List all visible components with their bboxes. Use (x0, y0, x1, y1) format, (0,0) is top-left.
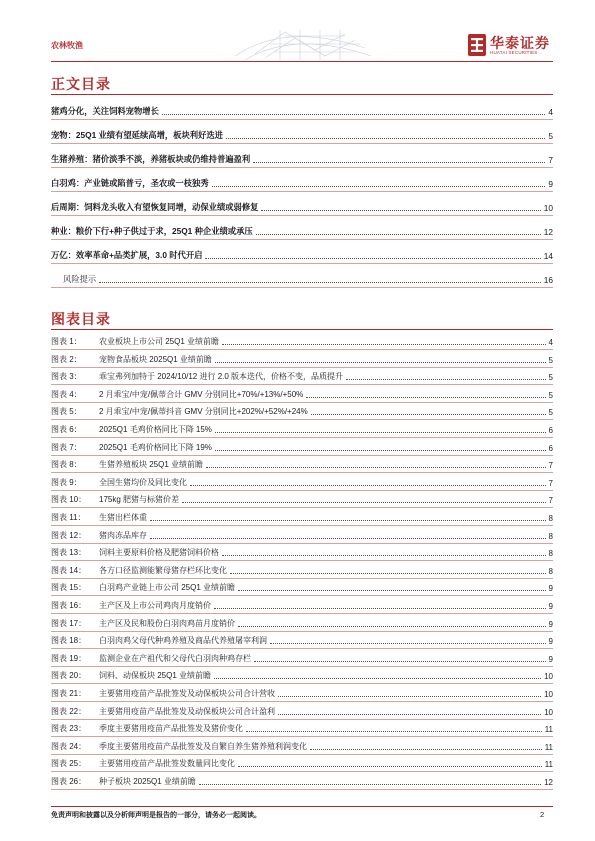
figure-item-label: 图表 25： (51, 759, 87, 769)
header-decoration (225, 26, 375, 62)
dot-leader (226, 137, 545, 139)
dot-leader (150, 519, 546, 521)
row-separator (51, 239, 553, 240)
figure-item-page: 8 (548, 514, 553, 523)
toc-item-page: 14 (543, 251, 553, 261)
figure-item[interactable] (51, 491, 553, 505)
dot-leader (238, 765, 542, 767)
row-separator (51, 543, 553, 544)
dot-leader (311, 413, 546, 415)
dot-leader (222, 554, 546, 556)
figures-title-rule (51, 329, 553, 330)
figure-item-text: 农业板块上市公司 25Q1 业绩前瞻 (99, 337, 220, 346)
row-separator (51, 701, 553, 702)
toc-item-page: 12 (543, 227, 553, 237)
figure-item-label: 图表 3： (51, 372, 82, 382)
dot-leader (246, 730, 542, 732)
dot-leader (270, 642, 546, 644)
figure-item-text: 季度主要猪用疫苗产品批签发及自繁自养生猪养殖利润变化 (99, 741, 307, 751)
figure-item-page: 9 (548, 637, 553, 647)
figure-item[interactable] (51, 738, 553, 752)
toc-title: 正文目录 (51, 76, 111, 92)
dot-leader (238, 589, 546, 591)
toc-item-page: 5 (548, 131, 553, 141)
figure-item-label: 图表 12： (51, 530, 87, 540)
dot-leader (238, 625, 546, 627)
dot-leader (346, 378, 545, 380)
figure-item-label: 图表 17： (51, 618, 87, 628)
figure-item-label: 图表 15： (51, 583, 87, 593)
figure-item-text: 监测企业在产祖代和父母代白羽肉种鸡存栏 (99, 653, 251, 663)
figure-item[interactable] (51, 597, 553, 611)
figure-item-label: 图表 21： (51, 689, 87, 698)
figure-item[interactable] (51, 579, 553, 593)
toc-item-page: 9 (548, 179, 553, 189)
dot-leader (253, 161, 545, 163)
toc-item-text: 后周期：饲料龙头收入有望恢复同增，动保业绩或弱修复 (51, 202, 259, 212)
figure-item[interactable] (51, 421, 553, 435)
figure-item-page: 4 (548, 338, 553, 347)
figure-item-page: 6 (548, 426, 553, 435)
toc-item[interactable] (51, 199, 553, 213)
figure-item-label: 图表 24： (51, 741, 87, 751)
report-category: 农林牧渔 (51, 41, 83, 50)
figure-item[interactable] (51, 351, 553, 365)
figure-item-label: 图表 11： (51, 513, 86, 522)
dot-leader (214, 677, 541, 679)
figure-item-label: 图表 19： (51, 653, 87, 663)
figure-item-text: 种子板块 2025Q1 业绩前瞻 (99, 777, 196, 786)
dot-leader (254, 660, 546, 662)
toc-item-page: 7 (548, 155, 553, 165)
figure-item-text: 主产区及民和股份白羽肉鸡苗月度销价 (99, 618, 235, 628)
toc-item-text: 万亿：效率革命+品类扩展，3.0 时代开启 (51, 250, 203, 260)
figure-item-label: 图表 4： (51, 389, 82, 399)
figure-item-text: 主要猪用疫苗产品批签发及动保板块公司合计盈利 (99, 706, 275, 716)
toc-item[interactable] (51, 247, 553, 261)
figure-item-label: 图表 18： (51, 636, 87, 646)
figure-item-label: 图表 26： (51, 777, 87, 786)
figure-item-label: 图表 8： (51, 460, 82, 470)
toc-item-page: 10 (543, 203, 553, 213)
figure-item[interactable] (51, 720, 553, 734)
toc-item[interactable] (51, 223, 553, 237)
toc-item[interactable] (51, 103, 553, 117)
figure-item-page: 9 (548, 602, 553, 611)
toc-item[interactable] (51, 175, 553, 189)
toc-item-page: 16 (543, 275, 553, 285)
row-separator (51, 455, 553, 456)
figure-item-page: 7 (548, 496, 553, 506)
figure-item-page: 11 (544, 760, 553, 770)
figure-item-text: 生猪出栏体重 (99, 513, 147, 522)
figure-item-text: 主产区及上市公司鸡肉月度销价 (99, 601, 211, 610)
row-separator (51, 287, 553, 288)
brand-name-cn: 华泰证券 (490, 35, 550, 51)
figure-item-text: 宠物食品板块 2025Q1 业绩前瞻 (99, 354, 212, 364)
figure-item[interactable] (51, 368, 553, 382)
row-separator (51, 648, 553, 649)
row-separator (51, 349, 553, 350)
figure-item[interactable] (51, 632, 553, 646)
dot-leader (215, 431, 546, 433)
figure-item-page: 10 (544, 672, 553, 682)
figure-item-text: 饲料主要原料价格及肥猪饲料价格 (99, 548, 219, 558)
figure-item[interactable] (51, 403, 553, 417)
dot-leader (212, 185, 546, 187)
figure-item-text: 生猪养殖板块 25Q1 业绩前瞻 (99, 460, 204, 470)
row-separator (51, 215, 553, 216)
figure-item[interactable] (51, 650, 553, 664)
dot-leader (278, 695, 541, 697)
figure-item-text: 白羽鸡产业链上市公司 25Q1 业绩前瞻 (99, 583, 236, 593)
figure-item-text: 主要猪用疫苗产品批签发及动保板块公司合计营收 (99, 689, 275, 698)
row-separator (51, 525, 553, 526)
dot-leader (230, 572, 546, 574)
figure-item-page: 9 (548, 654, 553, 664)
figure-item-label: 图表 9： (51, 477, 82, 487)
figure-item[interactable] (51, 773, 553, 787)
figure-item-label: 图表 13： (51, 548, 87, 558)
row-separator (51, 191, 553, 192)
figure-item[interactable] (51, 509, 553, 523)
toc-item-text: 风险提示 (63, 274, 97, 284)
row-separator (51, 472, 553, 473)
figure-item-page: 5 (548, 373, 553, 383)
figure-item-text: 各方口径监测能繁母猪存栏环比变化 (99, 565, 227, 575)
figure-item-text: 2 月乖宝/中宠/佩蒂抖音 GMV 分别同比+202%/+52%/+24% (99, 407, 308, 417)
figure-item-page: 10 (544, 690, 553, 699)
dot-leader (99, 281, 541, 283)
toc-item-text: 种业：粮价下行+种子供过于求，25Q1 种企业绩或承压 (51, 226, 253, 236)
row-separator (51, 754, 553, 755)
figure-item-text: 乖宝弗列加特于 2024/10/12 进行 2.0 版本迭代，价格不变，品质提升 (99, 372, 344, 382)
dot-leader (310, 748, 542, 750)
row-separator (51, 384, 553, 385)
figure-item-label: 图表 5： (51, 407, 82, 417)
figure-item-page: 11 (544, 725, 553, 735)
figure-item-text: 2 月乖宝/中宠/佩蒂合计 GMV 分别同比+70%/+13%/+50% (99, 389, 304, 399)
figure-item-page: 8 (548, 549, 553, 559)
figure-item-text: 猪肉冻品库存 (99, 530, 147, 540)
dot-leader (199, 783, 541, 785)
brand-name-en: HUATAI SECURITIES (490, 50, 538, 55)
figure-item-label: 图表 16： (51, 601, 87, 610)
figure-item-page: 9 (548, 619, 553, 629)
toc-item-page: 4 (548, 107, 553, 117)
toc-title-rule (51, 94, 553, 95)
dot-leader (256, 233, 541, 235)
figure-item[interactable] (51, 615, 553, 629)
dot-leader (278, 713, 541, 715)
row-separator (51, 419, 553, 420)
toc-item-text: 白羽鸡：产业链或陷普亏，圣农或一枝独秀 (51, 178, 209, 188)
toc-item[interactable] (51, 151, 553, 165)
figure-item[interactable] (51, 439, 553, 453)
dot-leader (206, 466, 546, 468)
figure-item[interactable] (51, 703, 553, 717)
figure-item[interactable] (51, 386, 553, 400)
dot-leader (182, 501, 546, 503)
row-separator (51, 613, 553, 614)
figure-item-label: 图表 20： (51, 671, 87, 681)
dot-leader (215, 449, 546, 451)
figure-item[interactable] (51, 685, 553, 699)
toc-item-text: 猪鸡分化，关注饲料宠物增长 (51, 106, 159, 116)
toc-item[interactable] (51, 127, 553, 141)
dot-leader (214, 607, 546, 609)
row-separator (51, 683, 553, 684)
row-separator (51, 719, 553, 720)
figure-item[interactable] (51, 544, 553, 558)
figure-item-text: 白羽肉鸡父母代种鸡养殖及商品代养殖屠宰利润 (99, 636, 267, 646)
figure-item-label: 图表 1： (51, 337, 82, 346)
figure-item-text: 饲料、动保板块 25Q1 业绩前瞻 (99, 671, 212, 681)
row-separator (51, 578, 553, 579)
row-separator (51, 595, 553, 596)
figure-item-page: 5 (548, 355, 553, 365)
header-rule (51, 61, 553, 62)
row-separator (51, 666, 553, 667)
row-separator (51, 119, 553, 120)
figure-item[interactable] (51, 562, 553, 576)
figure-item-page: 7 (548, 478, 553, 488)
figure-item[interactable] (51, 527, 553, 541)
toc-item[interactable] (51, 271, 553, 285)
dot-leader (215, 361, 546, 363)
dot-leader (205, 257, 540, 259)
figure-item-page: 12 (544, 778, 553, 787)
row-separator (51, 560, 553, 561)
figure-item-page: 7 (548, 461, 553, 471)
figure-item-text: 主要猪用疫苗产品批签发数量同比变化 (99, 759, 235, 769)
row-separator (51, 507, 553, 508)
row-separator (51, 789, 553, 790)
row-separator (51, 402, 553, 403)
figure-item[interactable] (51, 755, 553, 769)
dot-leader (190, 484, 546, 486)
dot-leader (306, 396, 545, 398)
figure-item-label: 图表 10： (51, 495, 87, 505)
figure-item-label: 图表 6： (51, 425, 82, 434)
figure-item-page: 6 (548, 443, 553, 453)
row-separator (51, 490, 553, 491)
figure-item-label: 图表 14： (51, 565, 87, 575)
figure-item-page: 11 (544, 742, 553, 752)
figure-item[interactable] (51, 333, 553, 347)
figure-item-page: 5 (548, 408, 553, 418)
row-separator (51, 143, 553, 144)
dot-leader (222, 343, 546, 345)
figure-item[interactable] (51, 456, 553, 470)
figure-item[interactable] (51, 667, 553, 681)
figure-item-page: 8 (548, 531, 553, 541)
footer-rule (51, 806, 553, 807)
figure-item-label: 图表 23： (51, 724, 87, 734)
footer-disclaimer: 免责声明和披露以及分析师声明是报告的一部分，请务必一起阅读。 (51, 812, 261, 819)
figure-item-text: 175kg 肥猪与标猪价差 (99, 495, 180, 505)
figure-item-page: 10 (544, 707, 553, 717)
figure-item-page: 8 (548, 566, 553, 576)
dot-leader (261, 209, 540, 211)
figure-item-label: 图表 22： (51, 706, 87, 716)
figure-item-page: 5 (548, 390, 553, 400)
figure-item-text: 2025Q1 毛鸡价格同比下降 19% (99, 442, 212, 452)
figure-item-label: 图表 2： (51, 354, 82, 364)
row-separator (51, 631, 553, 632)
row-separator (51, 367, 553, 368)
toc-item-text: 生猪养殖：猪价淡季不淡，养猪板块或仍维持普遍盈利 (51, 154, 251, 164)
figure-item-page: 9 (548, 584, 553, 594)
dot-leader (150, 537, 546, 539)
toc-item-text: 宠物：25Q1 业绩有望延续高增，板块利好迭进 (51, 130, 223, 140)
dot-leader (162, 113, 546, 115)
figure-item-text: 全国生猪均价及同比变化 (99, 477, 187, 487)
row-separator (51, 167, 553, 168)
figure-item[interactable] (51, 474, 553, 488)
page-number: 2 (540, 810, 545, 819)
figure-item-text: 2025Q1 毛鸡价格同比下降 15% (99, 425, 212, 434)
figures-title: 图表目录 (51, 311, 111, 327)
figure-item-label: 图表 7： (51, 442, 82, 452)
row-separator (51, 736, 553, 737)
row-separator (51, 263, 553, 264)
row-separator (51, 771, 553, 772)
figure-item-text: 季度主要猪用疫苗产品批签发及猪价变化 (99, 724, 243, 734)
row-separator (51, 437, 553, 438)
brand-logo-icon (468, 34, 486, 56)
